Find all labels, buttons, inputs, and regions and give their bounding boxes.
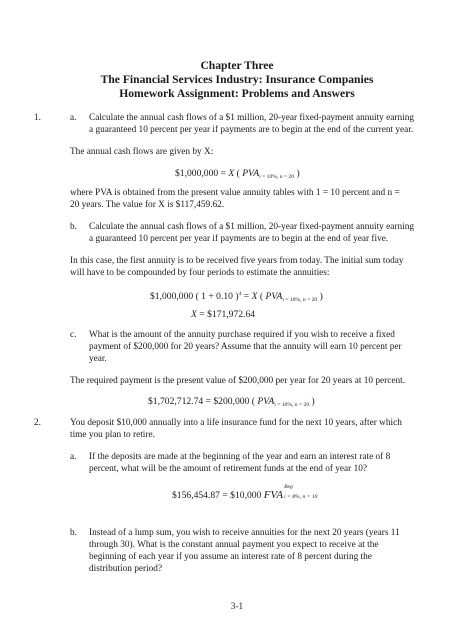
q2a-text-line2: percent, what will be the amount of retirement funds at the end of year 10? [89,464,368,474]
q1b-text-line2: a guaranteed 10 percent per year if payments are to begin at the end of year five. [89,234,389,244]
q1c-text-line2: payment of $200,000 for 20 years? Assume that the annuity will earn 10 percent per [89,342,402,352]
eq5-fva: FVA [263,489,284,501]
q2b-text-line2: through 30). What is the constant annual payment you expect to receive at the [89,540,379,550]
eq2-sub: i = 10%, n = 20 [282,297,318,303]
assignment-title: Homework Assignment: Problems and Answers [119,87,355,100]
eq4-pva: PVA [257,396,275,407]
equation-2 [150,288,323,306]
equation-3 [191,309,255,321]
page-number: 3-1 [230,602,244,612]
eq5-scripts [283,486,317,498]
eq1-pva: PVA [242,168,260,179]
eq2-close: ) [317,291,323,302]
equation-4 [148,396,315,411]
eq4-left: $1,702,712.74 = $200,000 ( [148,396,258,407]
q1c-text-line3: year. [89,354,107,364]
q1a-text-line2: a guaranteed 10 percent per year if payments are to begin at the end of the current year. [89,125,414,135]
eq4-sub: i = 10%, n = 20 [274,402,310,408]
chapter-subtitle: The Financial Services Industry: Insurance Companies [100,73,374,86]
q1a-where-line2: 20 years. The value for X is $117,459.62. [70,200,225,210]
q2a-label: a. [70,452,77,462]
eq3-x: X [191,309,197,320]
q1c-text-line1: What is the amount of the annuity purchase required if you wish to receive a fixed [89,330,395,340]
q2a-text-line1: If the deposits are made at the beginning of the year and earn an interest rate of 8 [89,452,391,462]
q1a-where-line1: where PVA is obtained from the present value annuity tables with 1 = 10 percent and n = [70,188,400,198]
q1b-para-line2: will have to be compounded by four periods to estimate the annuities: [70,268,330,278]
eq5-sup: Beg [284,484,293,490]
q1c-label: c. [70,330,77,340]
eq1-x: X [228,168,235,179]
q2b-text-line4: distribution period? [89,564,163,574]
eq1-left: $1,000,000 = [175,168,229,179]
eq2-pva: PVA [265,291,283,302]
q1b-text-line1: Calculate the annual cash flows of a $1 million, 20-year fixed-payment annuity earning [89,222,415,232]
question-1-number: 1. [34,113,41,123]
eq2-eq: = [241,291,252,302]
q2b-text-line3: beginning of each year if you assume an interest rate of 8 percent during the [89,552,372,562]
eq1-sub: i = 10%, n = 20 [259,174,295,180]
q2-intro-line1: You deposit $10,000 annually into a life insurance fund for the next 10 years, after which [70,418,402,428]
eq1-close: ) [294,168,300,179]
q1b-para-line1: In this case, the first annuity is to be received five years from today. The initial sum today [70,256,404,266]
q2b-text-line1: Instead of a lump sum, you wish to receive annuities for the next 20 years (years 11 [89,528,400,538]
equation-1 [175,168,300,183]
equation-5 [172,486,317,502]
chapter-title: Chapter Three [200,59,274,72]
eq3-rest: = $171,972.64 [196,309,256,320]
eq5-left: $156,454.87 = $10,000 [172,490,264,501]
q1a-text-line1: Calculate the annual cash flows of a $1 million, 20-year fixed-payment annuity earning [89,113,415,123]
question-2-number: 2. [34,418,41,428]
q1b-label: b. [70,222,77,232]
eq5-sub: i = 8%, n = 10 [284,494,318,500]
q2b-label: b. [70,528,77,538]
q1a-label: a. [70,113,77,123]
eq1-open: ( [234,168,243,179]
q1c-para: The required payment is the present value of $200,000 per year for 20 years at 10 percent. [70,376,406,386]
eq2-open: ( [257,291,266,302]
q1a-intro: The annual cash flows are given by X: [70,147,214,157]
eq2-left: $1,000,000 ( 1 + 0.10 ) [150,291,239,302]
eq2-x: X [251,291,258,302]
q2-intro-line2: time you plan to retire. [70,430,155,440]
eq2-exp: 4 [238,291,242,297]
eq4-close: ) [309,396,315,407]
